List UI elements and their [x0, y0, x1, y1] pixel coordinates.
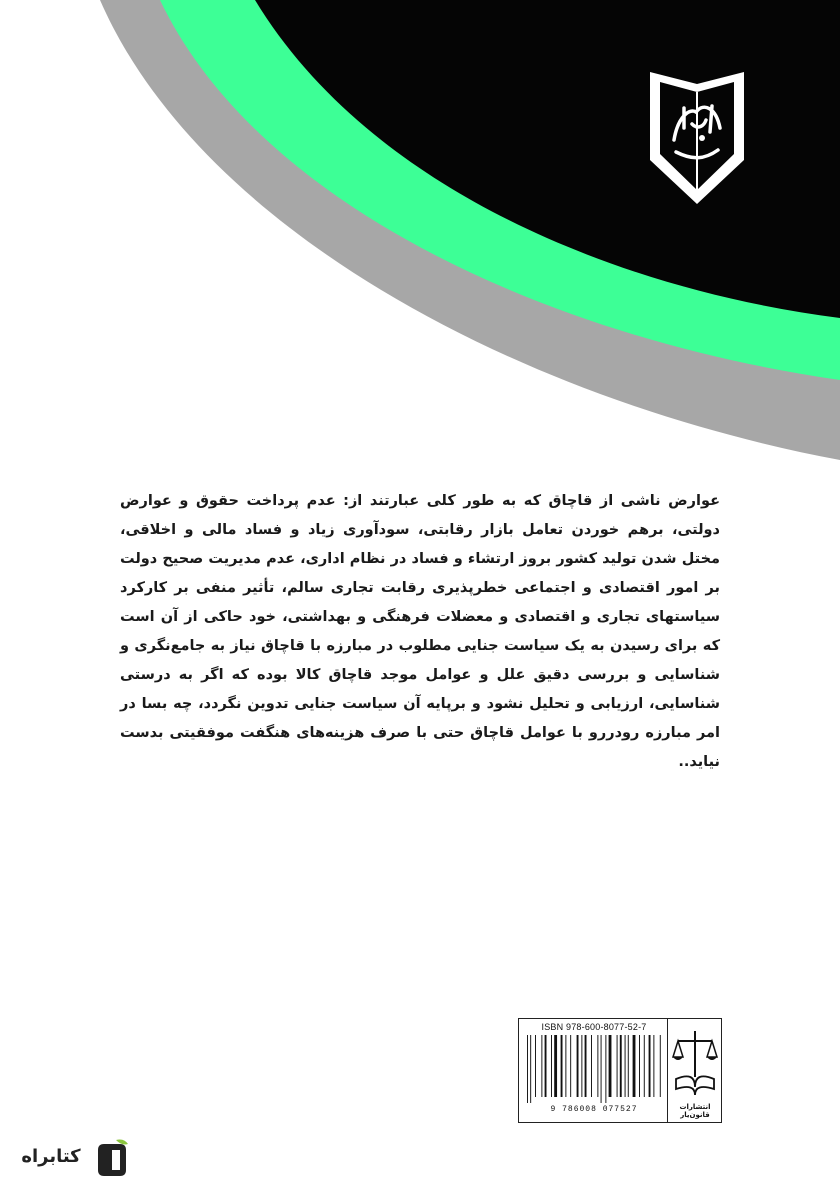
barcode-bar	[660, 1035, 661, 1097]
barcode-bar	[577, 1035, 579, 1097]
barcode-bar	[585, 1035, 587, 1097]
scales-of-justice-book-icon	[672, 1027, 718, 1097]
barcode-bar	[597, 1035, 598, 1097]
barcode-bars	[525, 1035, 663, 1103]
barcode-bar	[625, 1035, 626, 1097]
back-cover-blurb: عوارض ناشی از قاچاق که به طور کلی عبارتند از: عدم پرداخت حقوق و عوارض دولتی، برهم خوردن تعامل بازار رقابتی، سودآوری زیاد و فساد مالی و اخلاقی، مختل شدن تولید کشور بروز ارتشاء و فساد در نظام اداری، عدم مدیریت صحیح دولت بر امور اقتصادی و اجتماعی خطرپذیری رقابت تجاری سالم، تأثیر منفی بر کارکرد سیاستهای تجاری و اقتصادی و معضلات فرهنگی و بهداشتی، خود حاکی از آن است که برای رسیدن به یک سیاست جنایی مطلوب در مبارزه با قاچاق نیاز به جامع‌نگری و شناسایی و بررسی دقیق علل و عوامل موجد قاچاق کالا بوده که اگر به درستی شناسایی، ارزیابی و تحلیل نشود و برپایه آن سیاست جنایی تدوین نگردد، چه بسا در امر مبارزه رودررو با عوامل قاچاق حتی با صرف هزینه‌های هنگفت موفقیتی بدست نیاید..	[120, 493, 720, 770]
barcode-bar	[617, 1035, 618, 1097]
barcode-bar	[605, 1035, 606, 1103]
barcode-bar	[561, 1035, 563, 1097]
barcode-bar	[541, 1035, 542, 1097]
barcode-bar	[535, 1035, 536, 1097]
isbn-label: ISBN 978-600-8077-52-7	[541, 1022, 647, 1032]
barcode-bar	[649, 1035, 651, 1097]
book-shield-calligraphy-icon	[646, 68, 748, 208]
barcode-bar	[527, 1035, 528, 1103]
barcode-bar	[609, 1035, 612, 1097]
publisher-logo-box	[667, 1019, 722, 1122]
barcode-bar	[591, 1035, 592, 1097]
barcode-bar	[633, 1035, 636, 1097]
barcode-bar	[545, 1035, 547, 1097]
barcode-digits: 9 786008 077527	[550, 1105, 638, 1114]
store-name: کتابراه	[21, 1146, 81, 1167]
barcode-bar	[653, 1035, 654, 1097]
publisher-name: انتشارات قانون‌یار	[679, 1103, 711, 1119]
barcode-bar	[581, 1035, 582, 1097]
ketabrah-logo-icon	[90, 1138, 134, 1182]
barcode-bar	[639, 1035, 640, 1097]
barcode-bar	[570, 1035, 571, 1097]
store-watermark	[14, 1138, 134, 1182]
barcode-bar	[565, 1035, 566, 1097]
barcode-box	[518, 1018, 722, 1123]
barcode-bar	[601, 1035, 602, 1103]
barcode-bar	[620, 1035, 622, 1097]
barcode-bar	[551, 1035, 552, 1097]
barcode-bar	[644, 1035, 645, 1097]
barcode-bar	[554, 1035, 557, 1097]
barcode-bar	[530, 1035, 531, 1103]
barcode-bar	[628, 1035, 629, 1097]
